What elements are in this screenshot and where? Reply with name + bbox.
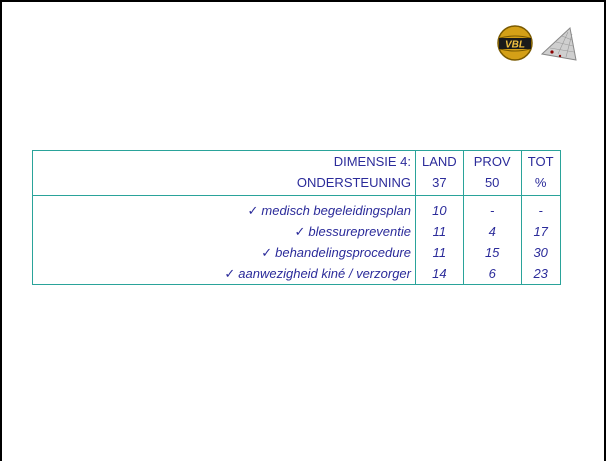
cell-prov: 15 <box>463 242 521 263</box>
cell-prov: - <box>463 196 521 222</box>
row-label <box>33 196 416 222</box>
header-dimension-label: DIMENSIE 4: <box>33 151 416 173</box>
table-row <box>33 196 561 222</box>
row-label <box>33 242 416 263</box>
cell-prov: 6 <box>463 263 521 285</box>
checkmark-icon: ✓ <box>294 224 306 239</box>
header-tot-unit: % <box>521 172 560 196</box>
row-label-text: behandelingsprocedure <box>275 245 411 260</box>
ondersteuning-table <box>32 150 561 285</box>
checkmark-icon: ✓ <box>224 266 236 281</box>
cell-tot: 23 <box>521 263 560 285</box>
cell-land: 11 <box>416 221 464 242</box>
cell-prov: 4 <box>463 221 521 242</box>
cell-land: 14 <box>416 263 464 285</box>
table-header-row-1 <box>33 151 561 173</box>
cell-land: 11 <box>416 242 464 263</box>
row-label <box>33 221 416 242</box>
row-label-text: aanwezigheid kiné / verzorger <box>238 266 411 281</box>
row-label-text: blessurepreventie <box>308 224 411 239</box>
header-land-count: 37 <box>416 172 464 196</box>
header-tot: TOT <box>521 151 560 173</box>
row-label-text: medisch begeleidingsplan <box>261 203 411 218</box>
table-row <box>33 221 561 242</box>
header-land: LAND <box>416 151 464 173</box>
cell-land: 10 <box>416 196 464 222</box>
cell-tot: - <box>521 196 560 222</box>
cell-tot: 30 <box>521 242 560 263</box>
checkmark-icon: ✓ <box>261 245 273 260</box>
cell-tot: 17 <box>521 221 560 242</box>
table-row <box>33 242 561 263</box>
table-row <box>33 263 561 285</box>
checkmark-icon: ✓ <box>247 203 259 218</box>
vbl-logo-text: VBL <box>505 39 525 51</box>
header-prov: PROV <box>463 151 521 173</box>
vbl-logo <box>496 24 534 62</box>
row-label <box>33 263 416 285</box>
logo-group <box>496 24 596 60</box>
table-header-row-2 <box>33 172 561 196</box>
header-dimension-name: ONDERSTEUNING <box>33 172 416 196</box>
basketball-net-icon <box>540 24 578 64</box>
header-prov-count: 50 <box>463 172 521 196</box>
